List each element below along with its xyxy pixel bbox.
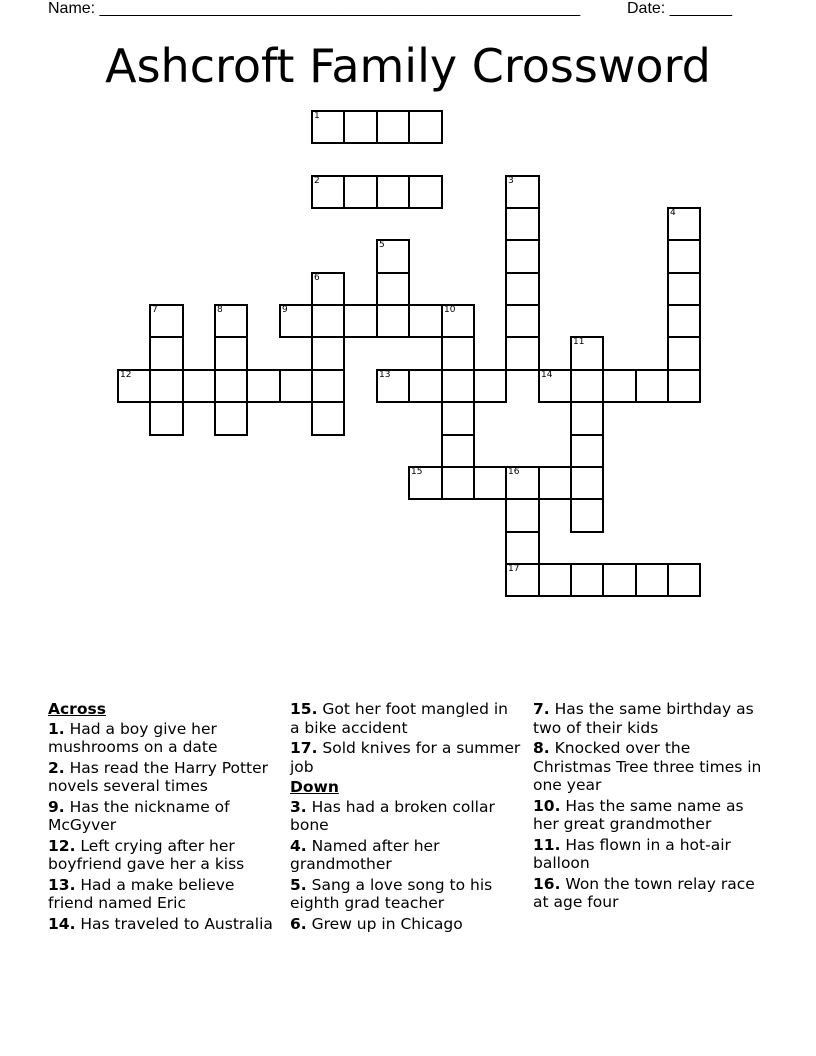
clue-item <box>533 739 765 795</box>
grid-cell[interactable] <box>408 466 443 500</box>
clue-number: 12. <box>48 836 76 855</box>
grid-cell[interactable] <box>667 207 701 241</box>
clue-number: 14. <box>48 914 76 933</box>
clue-item <box>48 720 280 757</box>
grid-cell[interactable] <box>343 110 378 144</box>
across-heading: Across <box>48 700 106 718</box>
cell-number: 8 <box>217 305 223 315</box>
grid-cell[interactable] <box>376 304 410 338</box>
grid-cell[interactable] <box>505 563 540 597</box>
clue-number: 17. <box>290 739 318 757</box>
name-field-label: Name: ______________________________________________________ <box>48 0 581 17</box>
grid-cell[interactable] <box>570 498 604 533</box>
grid-cell[interactable] <box>408 110 443 144</box>
clue-text: Has traveled to Australia <box>80 914 273 933</box>
grid-cell[interactable] <box>667 272 701 306</box>
grid-cell[interactable] <box>441 466 475 500</box>
cell-number: 5 <box>379 240 385 250</box>
grid-cell[interactable] <box>570 434 604 468</box>
grid-cell[interactable] <box>311 272 345 306</box>
clue-text: Got her foot mangled in a bike accident <box>290 700 508 737</box>
grid-cell[interactable] <box>505 175 540 209</box>
clue-item <box>533 797 765 834</box>
grid-cell[interactable] <box>538 563 572 597</box>
clue-number: 16. <box>533 874 561 893</box>
grid-cell[interactable] <box>376 110 410 144</box>
clue-number: 9. <box>48 797 65 816</box>
clue-item <box>533 875 765 912</box>
clue-number: 11. <box>533 835 561 854</box>
clue-item <box>290 798 522 835</box>
clue-item <box>48 837 280 874</box>
clue-text: Has had a broken collar bone <box>290 797 495 834</box>
grid-cell[interactable] <box>635 369 669 403</box>
grid-cell[interactable] <box>667 336 701 371</box>
clue-item <box>290 876 522 913</box>
clue-text: Has read the Harry Potter novels several times <box>48 758 269 795</box>
grid-cell[interactable] <box>570 401 604 436</box>
clue-text: Had a make believe friend named Eric <box>48 875 235 912</box>
clue-number: 13. <box>48 875 76 894</box>
grid-cell[interactable] <box>214 304 248 338</box>
grid-cell[interactable] <box>408 304 443 338</box>
clue-item <box>48 759 280 796</box>
grid-cell[interactable] <box>538 369 572 403</box>
grid-cell[interactable] <box>376 175 410 209</box>
cell-number: 3 <box>508 176 514 186</box>
grid-cell[interactable] <box>505 531 540 565</box>
grid-cell[interactable] <box>376 369 410 403</box>
grid-cell[interactable] <box>635 563 669 597</box>
grid-cell[interactable] <box>505 336 540 371</box>
cell-number: 1 <box>314 111 320 121</box>
clue-number: 7. <box>533 700 550 718</box>
clue-column-2 <box>290 700 522 935</box>
clue-text: Sold knives for a summer job <box>290 739 521 776</box>
cell-number: 4 <box>670 208 676 218</box>
clue-number: 8. <box>533 739 550 757</box>
grid-cell[interactable] <box>149 369 184 403</box>
clue-item <box>290 739 522 776</box>
grid-cell[interactable] <box>441 304 475 338</box>
grid-cell[interactable] <box>376 239 410 274</box>
grid-cell[interactable] <box>667 563 701 597</box>
clue-number: 4. <box>290 836 307 855</box>
cell-number: 2 <box>314 176 320 186</box>
cell-number: 6 <box>314 273 320 283</box>
grid-cell[interactable] <box>408 369 443 403</box>
clue-text: Knocked over the Christmas Tree three times in one year <box>533 739 762 794</box>
clue-number: 5. <box>290 875 307 894</box>
grid-cell[interactable] <box>149 304 184 338</box>
grid-cell[interactable] <box>311 401 345 436</box>
clue-item <box>48 915 280 934</box>
clue-number: 10. <box>533 796 561 815</box>
clue-item <box>290 700 522 737</box>
grid-cell[interactable] <box>441 434 475 468</box>
cell-number: 15 <box>411 467 423 477</box>
clue-item <box>290 915 522 934</box>
cell-number: 14 <box>541 370 553 380</box>
grid-cell[interactable] <box>505 498 540 533</box>
page-title: Ashcroft Family Crossword <box>105 39 711 93</box>
grid-cell[interactable] <box>376 272 410 306</box>
grid-cell[interactable] <box>505 304 540 338</box>
clue-text: Sang a love song to his eighth grad teacher <box>290 875 493 912</box>
grid-cell[interactable] <box>473 466 507 500</box>
grid-cell[interactable] <box>279 369 313 403</box>
grid-cell[interactable] <box>149 336 184 371</box>
clue-text: Has the same birthday as two of their kids <box>533 700 754 737</box>
clue-text: Grew up in Chicago <box>311 914 463 933</box>
cell-number: 9 <box>282 305 288 315</box>
cell-number: 10 <box>444 305 456 315</box>
grid-cell[interactable] <box>570 563 604 597</box>
clue-text: Has the same name as her great grandmother <box>533 796 744 833</box>
clue-column-1 <box>48 700 280 935</box>
clue-text: Had a boy give her mushrooms on a date <box>48 719 218 756</box>
grid-cell[interactable] <box>441 369 475 403</box>
clue-item <box>290 837 522 874</box>
grid-cell[interactable] <box>214 369 248 403</box>
grid-cell[interactable] <box>311 110 345 144</box>
grid-cell[interactable] <box>311 369 345 403</box>
clue-number: 6. <box>290 914 307 933</box>
grid-cell[interactable] <box>602 563 637 597</box>
grid-cell[interactable] <box>570 466 604 500</box>
grid-cell[interactable] <box>311 175 345 209</box>
grid-cell[interactable] <box>343 175 378 209</box>
grid-cell[interactable] <box>505 272 540 306</box>
grid-cell[interactable] <box>311 304 345 338</box>
clue-text: Has flown in a hot-air balloon <box>533 835 731 872</box>
grid-cell[interactable] <box>149 401 184 436</box>
clue-number: 2. <box>48 758 65 777</box>
grid-cell[interactable] <box>473 369 507 403</box>
grid-cell[interactable] <box>214 401 248 436</box>
cell-number: 7 <box>152 305 158 315</box>
grid-cell[interactable] <box>570 336 604 371</box>
clue-item <box>533 700 765 737</box>
grid-cell[interactable] <box>117 369 151 403</box>
grid-cell[interactable] <box>667 304 701 338</box>
cell-number: 13 <box>379 370 391 380</box>
clue-number: 3. <box>290 797 307 816</box>
clue-text: Has the nickname of McGyver <box>48 797 230 834</box>
clue-item <box>533 836 765 873</box>
clue-text: Named after her grandmother <box>290 836 440 873</box>
cell-number: 11 <box>573 337 585 347</box>
grid-cell[interactable] <box>667 369 701 403</box>
grid-cell[interactable] <box>214 336 248 371</box>
grid-cell[interactable] <box>441 401 475 436</box>
clue-number: 1. <box>48 719 65 738</box>
grid-cell[interactable] <box>505 207 540 241</box>
grid-cell[interactable] <box>246 369 281 403</box>
grid-cell[interactable] <box>538 466 572 500</box>
clue-item <box>48 876 280 913</box>
grid-cell[interactable] <box>182 369 216 403</box>
grid-cell[interactable] <box>570 369 604 403</box>
clue-text: Won the town relay race at age four <box>533 874 755 911</box>
clue-item <box>48 798 280 835</box>
clue-number: 15. <box>290 700 318 718</box>
grid-cell[interactable] <box>441 336 475 371</box>
clue-column-3 <box>533 700 765 914</box>
grid-cell[interactable] <box>408 175 443 209</box>
clue-text: Left crying after her boyfriend gave her a kiss <box>48 836 245 873</box>
grid-cell[interactable] <box>279 304 313 338</box>
grid-cell[interactable] <box>311 336 345 371</box>
cell-number: 12 <box>120 370 132 380</box>
cell-number: 16 <box>508 467 520 477</box>
grid-cell[interactable] <box>602 369 637 403</box>
cell-number: 17 <box>508 564 520 574</box>
grid-cell[interactable] <box>343 304 378 338</box>
date-field-label: Date: _______ <box>627 0 732 17</box>
down-heading: Down <box>290 778 339 796</box>
grid-cell[interactable] <box>667 239 701 274</box>
grid-cell[interactable] <box>505 466 540 500</box>
grid-cell[interactable] <box>505 239 540 274</box>
